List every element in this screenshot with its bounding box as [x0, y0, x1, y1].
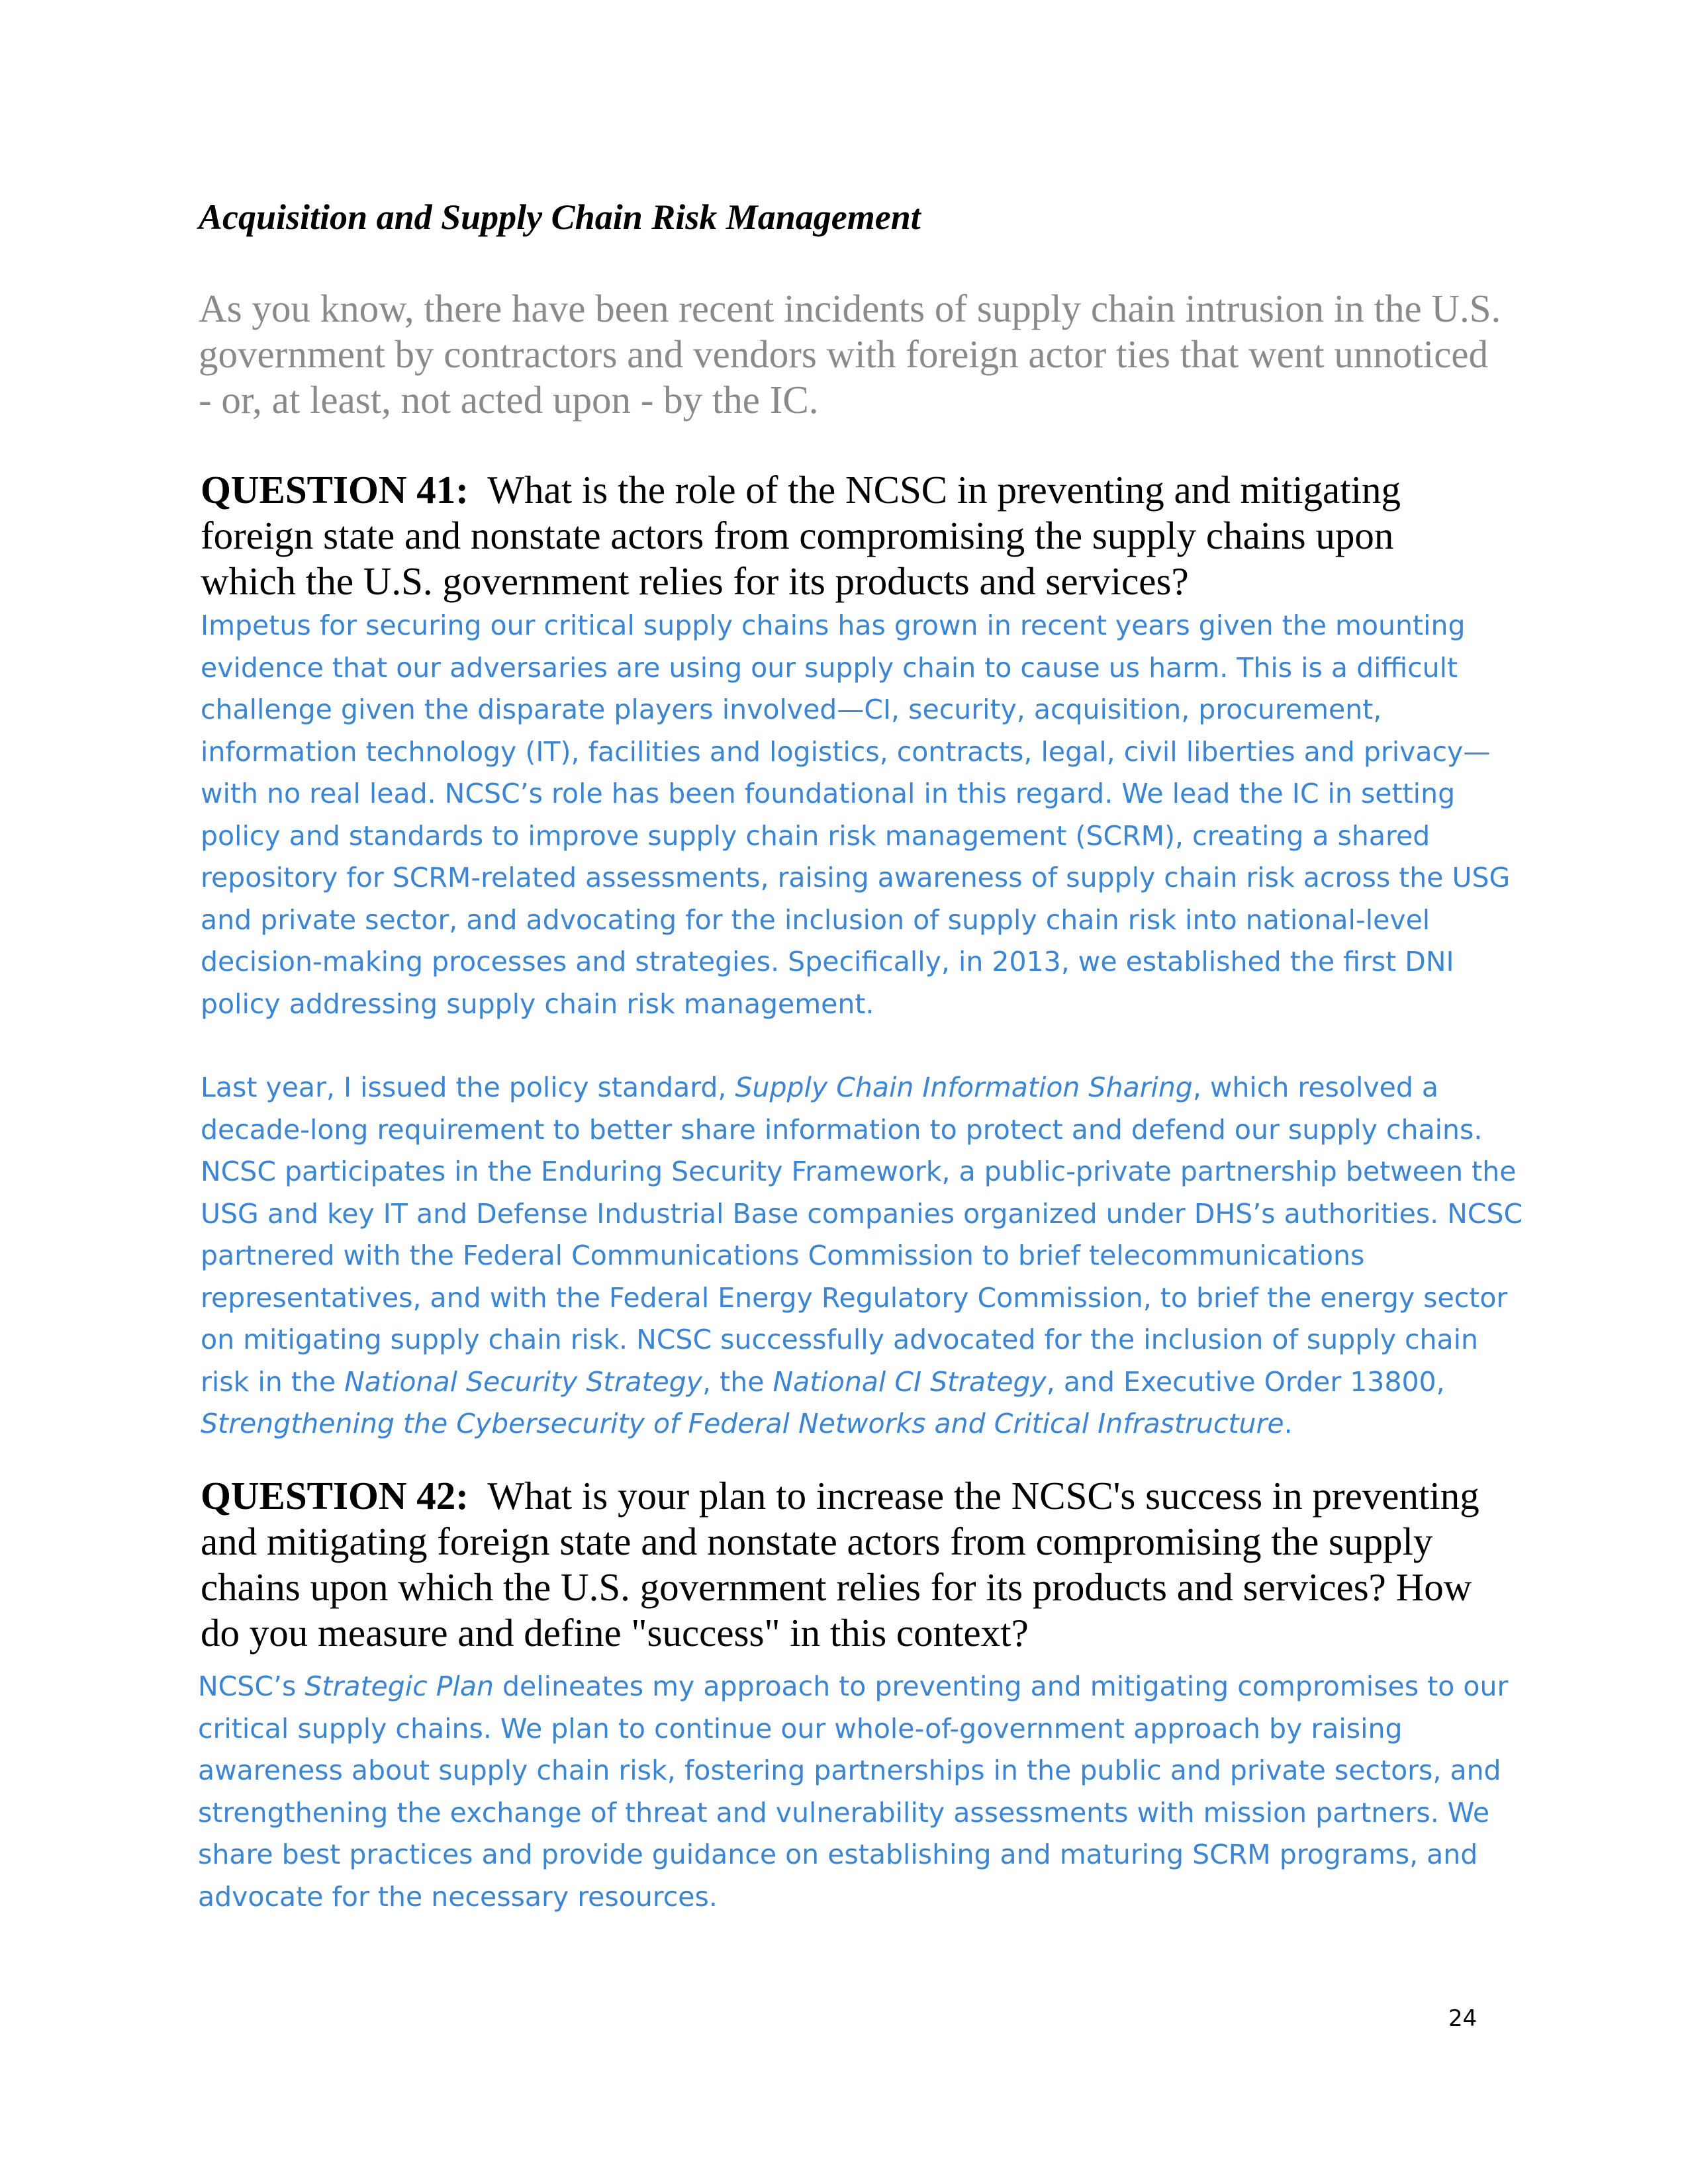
answer-42-italic-1: Strategic Plan: [305, 1670, 494, 1702]
answer-41-p2-text-3: , the: [702, 1365, 773, 1398]
answer-42-text-2: delineates my approach to preventing and mitigating compromises to our critical supply chains. We plan to continue our whole-of-government approach by raising awareness about supply chain risk, fostering partnerships in the public and private sectors, and strengthening the exchange of threat and vulnerability assessments with mission partners. We share best practices and provide guidance on establishing and maturing SCRM programs, and advocate for the necessary resources.: [198, 1670, 1509, 1913]
question-42-text: What is your plan to increase the NCSC's success in preventing and mitigating foreign state and nonstate actors from compromising the supply chains upon which the U.S. government relies for its products and services? How do you measure and define "success" in this context?: [201, 1474, 1479, 1655]
answer-41-p2-italic-2: National Security Strategy: [344, 1365, 703, 1398]
answer-42-text-1: NCSC’s: [198, 1670, 305, 1702]
question-41-label: QUESTION 41:: [201, 468, 469, 512]
answer-41-p2-text-5: .: [1284, 1408, 1293, 1439]
question-42-label: QUESTION 42:: [201, 1474, 469, 1518]
question-42: [201, 1473, 1498, 1656]
answer-41-p2-text-4: , and Executive Order 13800,: [1046, 1365, 1445, 1398]
section-intro: As you know, there have been recent incidents of supply chain intrusion in the U.S. government by contractors and vendors with foreign actor ties that went unnoticed - or, at least, not acted upon - by the IC.: [199, 287, 1501, 422]
answer-42-paragraph: [198, 1666, 1522, 1918]
answer-41-paragraph-1: Impetus for securing our critical supply chains has grown in recent years given the mounting evidence that our adversaries are using our supply chain to cause us harm. This is a difficult challenge given the disparate players involved—CI, security, acquisition, procurement, information technology (IT), facilities and logistics, contracts, legal, civil liberties and privacy—with no real lead. NCSC’s role has been foundational in this regard. We lead the IC in setting policy and standards to improve supply chain risk management (SCRM), creating a shared repository for SCRM-related assessments, raising awareness of supply chain risk across the USG and private sector, and advocating for the inclusion of supply chain risk into national-level decision-making processes and strategies. Specifically, in 2013, we established the first DNI policy addressing supply chain risk management.: [201, 610, 1511, 1020]
question-41: [201, 467, 1498, 604]
answer-41-p2-italic-1: Supply Chain Information Sharing: [735, 1071, 1193, 1103]
answer-41-p2-text-2: , which resolved a decade-long requirement to better share information to protect and defend our supply chains. NCSC participates in the Enduring Security Framework, a public-private partnership between the USG and key IT and Defense Industrial Base companies organized under DHS’s authorities. NCSC partnered with the Federal Communications Commission to brief telecommunications representatives, and with the Federal Energy Regulatory Commission, to brief the energy sector on mitigating supply chain risk. NCSC successfully advocated for the inclusion of supply chain risk in the: [201, 1071, 1523, 1398]
section-title: Acquisition and Supply Chain Risk Management: [199, 197, 921, 237]
answer-41-paragraph-2: [201, 1067, 1524, 1445]
answer-41-p2-italic-3: National CI Strategy: [773, 1365, 1047, 1398]
page-number: 24: [1448, 2005, 1477, 2032]
answer-41-p2-italic-4: Strengthening the Cybersecurity of Federal Networks and Critical Infrastructure: [201, 1408, 1284, 1439]
answer-41-p2-text-1: Last year, I issued the policy standard,: [201, 1071, 735, 1103]
question-41-text: What is the role of the NCSC in preventing and mitigating foreign state and nonstate actors from compromising the supply chains upon which the U.S. government relies for its products and services?: [201, 468, 1401, 603]
